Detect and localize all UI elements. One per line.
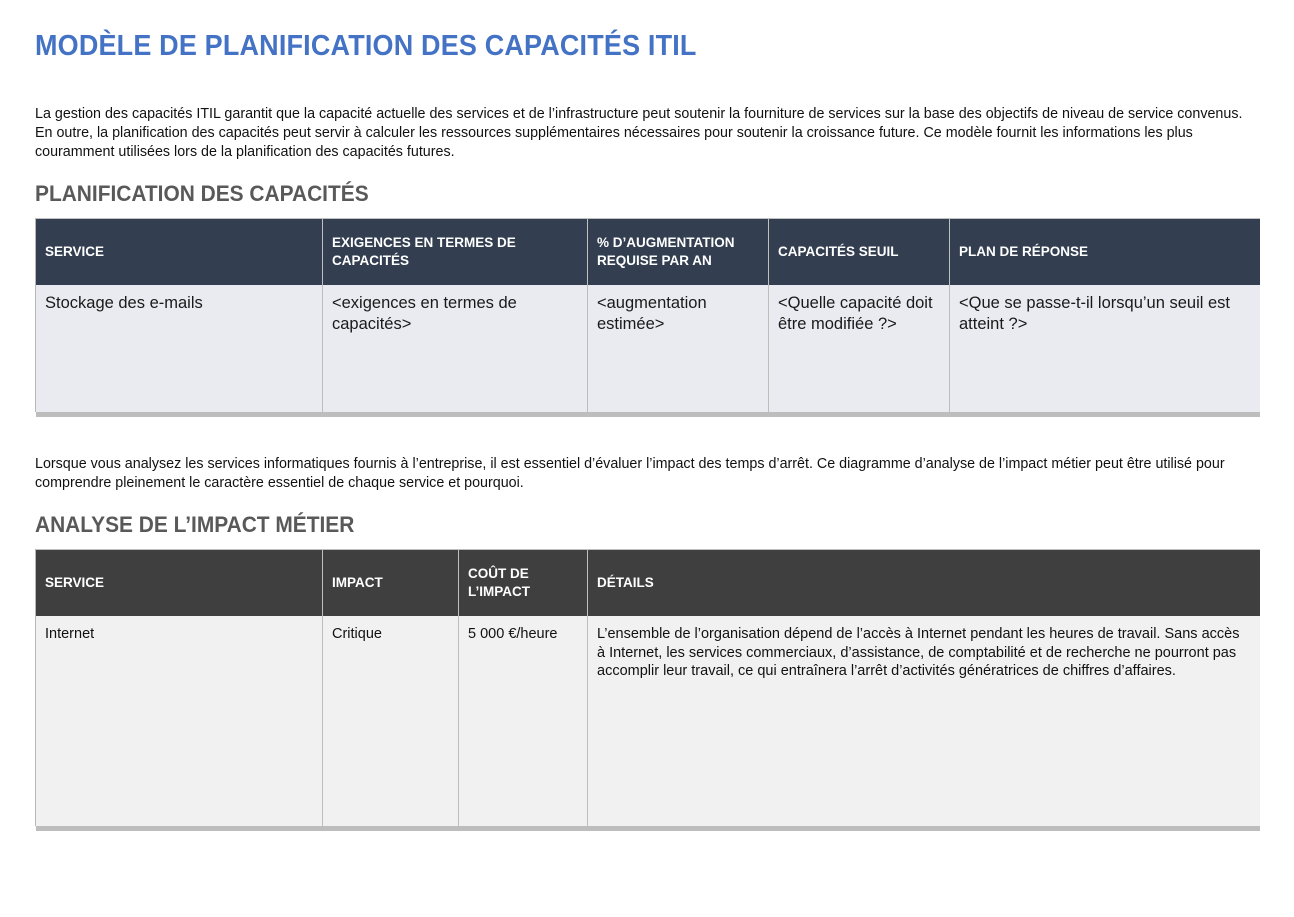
cell-impact[interactable]: Critique [323, 616, 459, 826]
cell-details[interactable]: L’ensemble de l’organisation dépend de l’accès à Internet pendant les heures de travail. Sans accès à Internet, les services commerciaux, d’assistance, de comptabilité et de recherche ne pourront pas accomplir leur travail, ce qui entraînera l’arrêt d’activités génératrices de chiffres d’affaires. [588, 616, 1260, 826]
cell-threshold[interactable]: <Quelle capacité doit être modifiée ?> [769, 285, 950, 412]
table-row [36, 616, 1260, 826]
table-bottom-border [36, 412, 1260, 417]
column-header-requirements: EXIGENCES EN TERMES DE CAPACITÉS [323, 219, 588, 286]
column-header-cost: COÛT DE L’IMPACT [459, 550, 588, 617]
capacity-planning-heading: PLANIFICATION DES CAPACITÉS [35, 181, 369, 206]
intro-paragraph: La gestion des capacités ITIL garantit que la capacité actuelle des services et de l’infrastructure peut soutenir la fourniture de services sur la base des objectifs de niveau de service convenus. En outre, la planification des capacités peut servir à calculer les ressources supplémentaires nécessaires pour soutenir la croissance future. Ce modèle fournit les informations les plus couramment utilisées lors de la planification des capacités futures. [35, 106, 1243, 160]
table-bottom-border [36, 826, 1260, 831]
column-header-impact: IMPACT [323, 550, 459, 617]
table-header-row [36, 219, 1260, 286]
table-header-row [36, 550, 1260, 617]
cell-requirements[interactable]: <exigences en termes de capacités> [323, 285, 588, 412]
column-header-service: SERVICE [36, 550, 323, 617]
cell-response-plan[interactable]: <Que se passe-t-il lorsqu’un seuil est atteint ?> [950, 285, 1260, 412]
capacity-planning-table [35, 218, 1260, 417]
cell-service[interactable]: Internet [36, 616, 323, 826]
cell-service[interactable]: Stockage des e-mails [36, 285, 323, 412]
column-header-details: DÉTAILS [588, 550, 1260, 617]
page-title: MODÈLE DE PLANIFICATION DES CAPACITÉS ITIL [35, 30, 697, 62]
column-header-response-plan: PLAN DE RÉPONSE [950, 219, 1260, 286]
impact-intro-paragraph: Lorsque vous analysez les services informatiques fournis à l’entreprise, il est essentiel d’évaluer l’impact des temps d’arrêt. Ce diagramme d’analyse de l’impact métier peut être utilisé pour comprendre pleinement le caractère essentiel de chaque service et pourquoi. [35, 456, 1225, 491]
impact-analysis-table [35, 549, 1260, 831]
impact-analysis-heading: ANALYSE DE L’IMPACT MÉTIER [35, 512, 355, 537]
cell-increase[interactable]: <augmentation estimée> [588, 285, 769, 412]
column-header-service: SERVICE [36, 219, 323, 286]
table-row [36, 285, 1260, 412]
column-header-threshold: CAPACITÉS SEUIL [769, 219, 950, 286]
cell-cost[interactable]: 5 000 €/heure [459, 616, 588, 826]
column-header-increase: % D’AUGMENTATION REQUISE PAR AN [588, 219, 769, 286]
